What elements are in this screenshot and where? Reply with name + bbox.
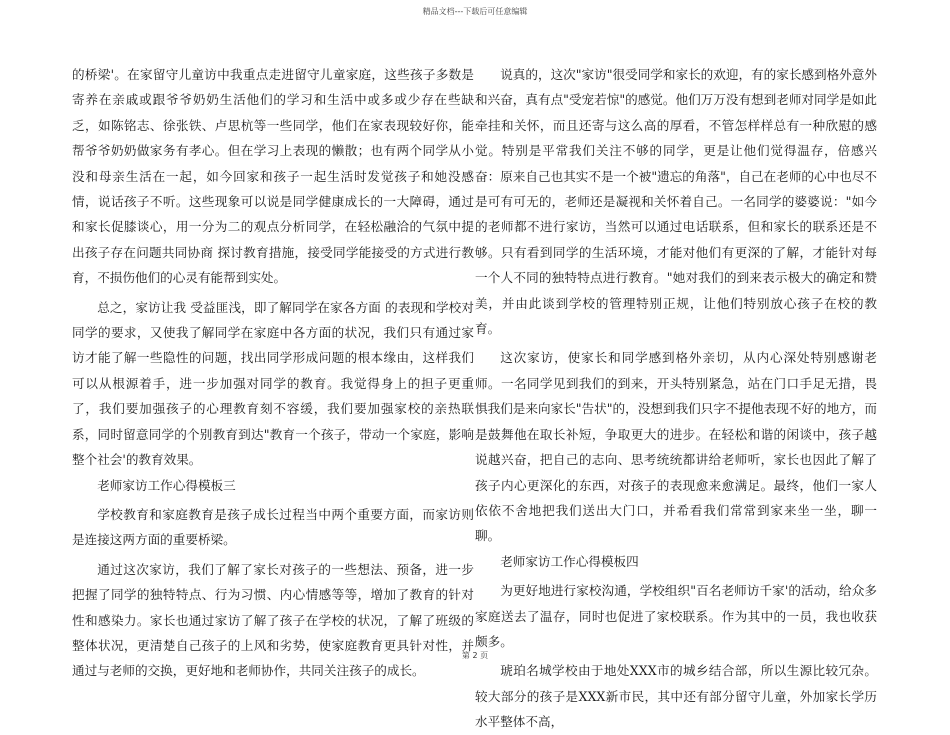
page-header: 精品文档---下载后可任意编辑: [422, 7, 528, 16]
paragraph: 为更好地进行家校沟通，学校组织"百名老师访千家'的活动，给众多家庭送去了温存，同时也促进了家校联系。作为其中的一员，我也收获颇多。: [475, 583, 877, 649]
paragraph: 琥珀名城学校由于地处XXX市的城乡结合部，所以生源比较冗杂。较大部分的孩子是XXX新市民，其中还有部分留守儿童，外加家长学历水平整体不高，: [475, 663, 877, 730]
left-column: [72, 62, 474, 684]
section-heading: 老师家访工作心得模板三: [97, 477, 236, 493]
right-column: [475, 62, 877, 735]
page-number: 第 2 页: [461, 651, 489, 660]
paragraph: 学校教育和家庭教育是孩子成长过程当中两个重要方面，而家访则是连接这两方面的重要桥梁。: [72, 506, 474, 548]
paragraph: 通过这次家访，我们了解了家长对孩子的一些想法、预备，进一步把握了同学的独特特点、行为习惯、内心情感等等，增加了教育的针对性和感染力。家长也通过家访了解了孩子在学校的状况，了解了班级的整体状况，更清楚自己孩子的上风和劣势，使家庭教育更具针对性，并通过与老师的交换，更好地和老师协作，共同关注孩子的成长。: [72, 561, 474, 679]
paragraph: 说真的，这次"家访"很受同学和家长的欢迎，有的家长感到格外意外和兴奋，真有点"受宠若惊"的感觉。他们万万没有想到老师对同学是如此牵挂和关怀，而且还寄与这么高的厚看，不管怎样样总有一种欣慰的感觉。特别是平常我们关注不够的同学，更是让他们觉得温存，倍感兴奋：原来自己也其实不是一个被"遗忘的角落"，自己在老师的心中也尽不是可有可无的，老师还是凝视和关怀着自己。一名同学的婆婆说："如今的老师都不进行家访，当然可以通过电话联系，但和家长的联系还是不够。只有看到同学的生活环境，才能对他们有更深的了解，才能针对每一个人不同的独特特点进行教育。"她对我们的到来表示极大的确定和赞美，并由此谈到学校的管理特别正规，让他们特别放心孩子在校的教育。: [475, 67, 877, 337]
paragraph: 的桥梁'。在家留守儿童访中我重点走进留守儿童家庭，这些孩子多数是寄养在亲戚或跟爷爷奶奶生活他们的学习和生活中或多或少存在些缺乏，如陈铭志、徐张铁、卢思杭等一些同学，他们在家表现较好你，能帮爷爷奶奶做家务有孝心。但在学习上表现的懒散；也有两个同学从小没和母亲生活在一起，如今回家和孩子一起生活时发觉孩子和她没感情，说话孩子不听。这些现象可以说是同学健康成长的一大障碍，通过和家长促膝谈心，用一分为二的观点分析同学，在轻松融洽的气氛中提出孩子存在问题共同协商 探讨教育措施，接受同学能接受的方式进行教育，不损伤他们的心灵有能帮到实处。: [72, 67, 474, 286]
paragraph: 这次家访，使家长和同学感到格外亲切，从内心深处特别感谢老师。一名同学见到我们的到来，开头特别紧急，站在门口手足无措，畏惧我们是来向家长"告状"的，没想到我们只字不提他表现不好的地方，而是鼓舞他在取长补短，争取更大的进步。在轻松和谐的闲谈中，孩子越说越兴奋，把自己的志向、思考统统都讲给老师听，家长也因此了解了孩子内心更深化的东西，对孩子的表现愈来愈满足。最终，他们一家人依依不舍地把我们送出大门口，并希看我们常常到家来坐一坐，聊一聊。: [475, 350, 877, 544]
paragraph: 总之，家访让我 受益匪浅，即了解同学在家各方面 的表现和学校对同学的要求，又使我了解同学在家庭中各方面的状况，我们只有通过家访才能了解一些隐性的问题，找出同学形成问题的根本缘由，这样我们可以从根源着手，进一步加强对同学的教育。我觉得身上的担子更重了，我们要加强孩子的心理教育刻不容缓，我们要加强家校的亲热联系，同时留意同学的个别教育到达"教育一个孩子，带动一个家庭，影响整个社会'的教育效果。: [72, 299, 474, 468]
section-heading: 老师家访工作心得模板四: [500, 553, 639, 569]
